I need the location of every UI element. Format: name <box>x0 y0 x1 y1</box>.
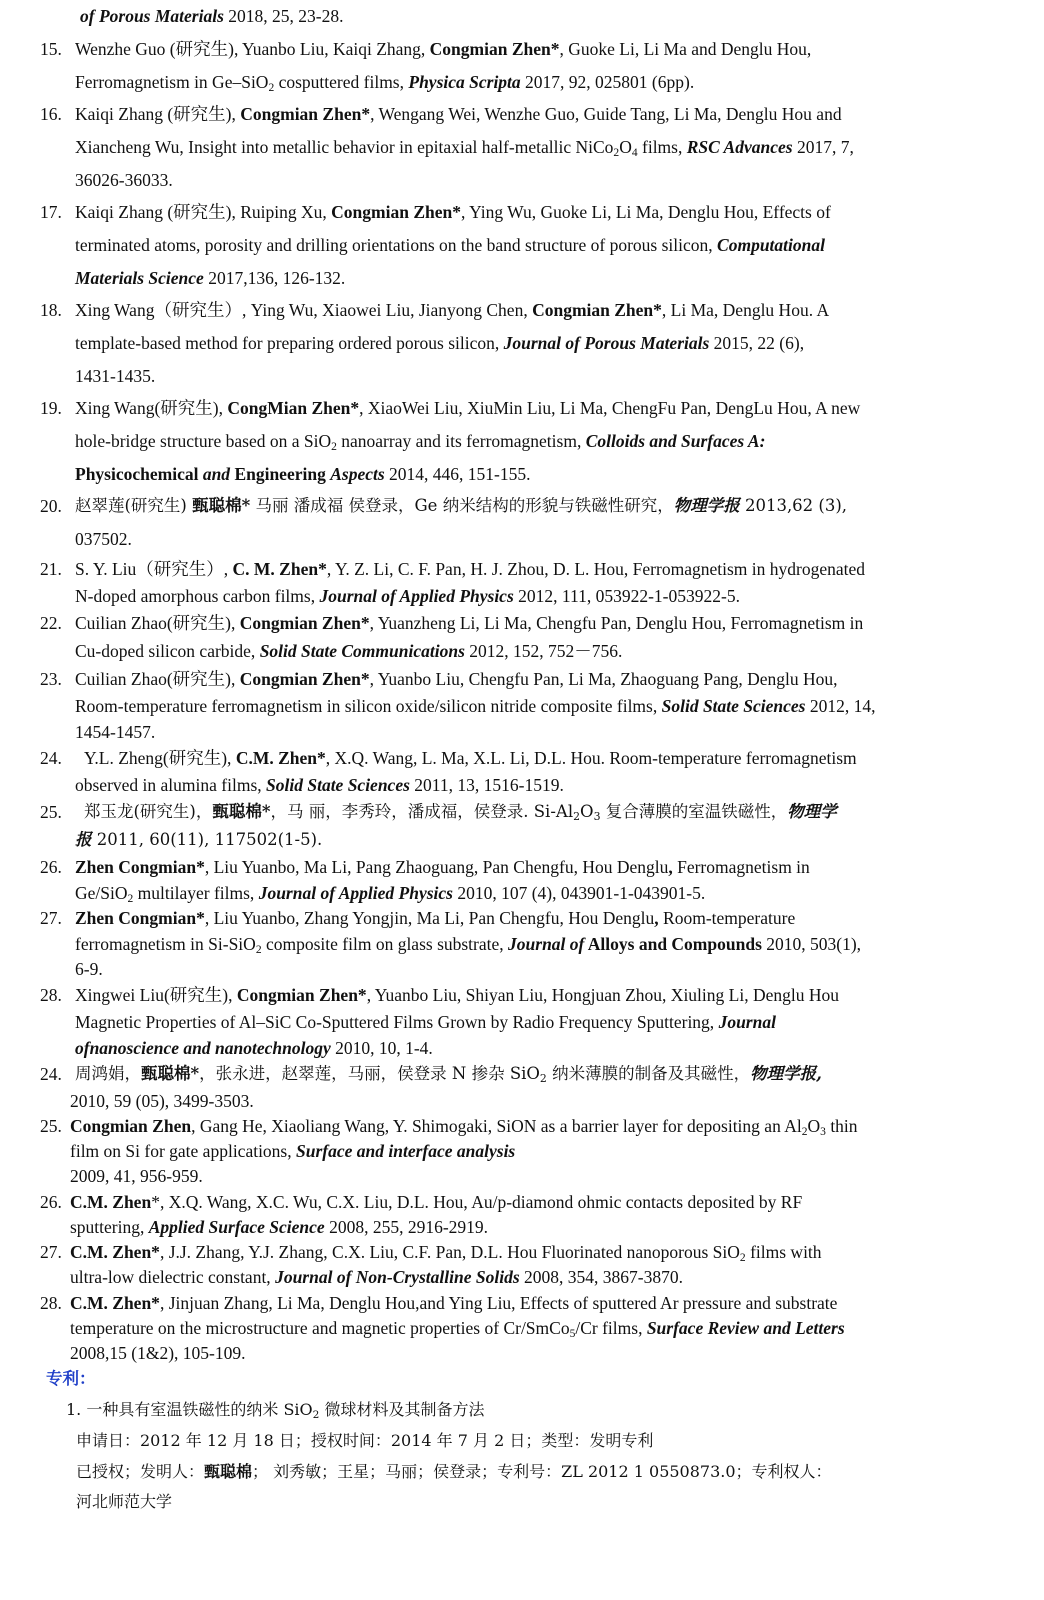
entry-line: 1454-1457. <box>75 722 156 742</box>
journal-name: Journal of Porous Materials <box>503 333 710 353</box>
entry-number: 26. <box>40 1192 62 1212</box>
journal-name: Journal of Applied Physics <box>258 883 453 903</box>
author-highlight: C.M. Zhen* <box>235 748 326 768</box>
entry-number: 18. <box>40 300 62 320</box>
author-highlight: C. M. Zhen* <box>232 559 327 579</box>
entry-line: Kaiqi Zhang (研究生), Ruiping Xu, Congmian Zhen*, Ying Wu, Guoke Li, Li Ma, Denglu Hou, Effects of <box>75 202 831 222</box>
journal-name: Journal <box>718 1012 776 1032</box>
entry-line: Magnetic Properties of Al–SiC Co-Sputtered Films Grown by Radio Frequency Sputtering, Journal <box>75 1012 776 1032</box>
entry-line: 周鸿娟，甄聪棉*，张永进，赵翠莲，马丽，侯登录 N 掺杂 SiO$_2$ 纳米薄膜的制备及其磁性，物理学报, <box>75 1064 822 1086</box>
patents-heading: 专利： <box>46 1369 96 1388</box>
author-highlight: Congmian Zhen* <box>429 39 560 59</box>
entry-number: 21. <box>40 559 62 579</box>
entry-line: temperature on the microstructure and magnetic properties of Cr/SmCo$_5$/Cr films, Surface Review and Letters <box>70 1318 845 1341</box>
journal-name: 物理学 <box>787 802 837 821</box>
journal-name: Journal of <box>508 934 585 954</box>
patent-owner: 河北师范大学 <box>76 1492 173 1511</box>
author-highlight: Zhen Congmian* <box>75 908 205 928</box>
entry-line: observed in alumina films, Solid State Sciences 2011, 13, 1516-1519. <box>75 775 564 795</box>
entry-line: N-doped amorphous carbon films, Journal of Applied Physics 2012, 111, 053922-1-053922-5. <box>75 586 740 606</box>
entry-line: Ge/SiO$_2$ multilayer films, Journal of Applied Physics 2010, 107 (4), 043901-1-043901-5. <box>75 883 706 906</box>
author-highlight: C.M. Zhen* <box>70 1242 160 1262</box>
entry-line: 36026-36033. <box>75 170 173 190</box>
author-highlight: Congmian Zhen* <box>532 300 662 320</box>
entry-line: hole-bridge structure based on a SiO$_2$ nanoarray and its ferromagnetism, Colloids and Surfaces A: <box>75 431 766 454</box>
author-highlight: Congmian Zhen <box>70 1116 192 1136</box>
entry-number: 27. <box>40 1242 62 1262</box>
entry-number: 28. <box>40 985 62 1005</box>
author-highlight: Congmian Zhen* <box>331 202 461 222</box>
entry-line: Kaiqi Zhang (研究生), Congmian Zhen*, Wengang Wei, Wenzhe Guo, Guide Tang, Li Ma, Denglu Hou and <box>75 104 842 124</box>
entry-number: 15. <box>40 39 62 59</box>
entry-line: Xingwei Liu(研究生), Congmian Zhen*, Yuanbo Liu, Shiyan Liu, Hongjuan Zhou, Xiuling Li, Denglu Hou <box>75 985 839 1005</box>
entry-number: 24. <box>40 1064 62 1084</box>
author-highlight: Zhen Congmian* <box>75 857 205 877</box>
author-highlight: 甄聪棉* <box>141 1064 200 1083</box>
entry-line: sputtering, Applied Surface Science 2008, 255, 2916-2919. <box>70 1217 489 1237</box>
entry-line: 2009, 41, 956-959. <box>70 1166 203 1186</box>
patent-dates: 申请日：2012 年 12 月 18 日；授权时间：2014 年 7 月 2 日；类型：发明专利 <box>76 1431 654 1450</box>
journal-name: Surface and interface analysis <box>296 1141 516 1161</box>
entry-line: Materials Science 2017,136, 126-132. <box>75 268 346 288</box>
entry-line: Zhen Congmian*, Liu Yuanbo, Ma Li, Pang Zhaoguang, Pan Chengfu, Hou Denglu, Ferromagnetism in <box>75 857 810 877</box>
entry-line: Xing Wang（研究生）, Ying Wu, Xiaowei Liu, Jianyong Chen, Congmian Zhen*, Li Ma, Denglu Hou. A <box>75 300 830 320</box>
entry-number: 24. <box>40 748 62 768</box>
entry-number: 26. <box>40 857 62 877</box>
entry-line: 2008,15 (1&2), 105-109. <box>70 1343 246 1363</box>
entry-line: film on Si for gate applications, Surface and interface analysis <box>70 1141 516 1161</box>
entry-line: 1431-1435. <box>75 366 156 386</box>
author-highlight: 甄聪棉* <box>192 496 251 515</box>
patent-details: 已授权；发明人：甄聪棉； 刘秀敏；王星；马丽；侯登录；专利号：ZL 2012 1 0550873.0；专利权人： <box>76 1462 832 1481</box>
journal-name: Solid State Sciences <box>266 775 410 795</box>
entry-line: Y.L. Zheng(研究生), C.M. Zhen*, X.Q. Wang, L. Ma, X.L. Li, D.L. Hou. Room-temperature ferromagnetism <box>84 748 857 768</box>
entry-line: 2010, 59 (05), 3499-3503. <box>70 1091 254 1111</box>
entry-line: 037502. <box>75 529 132 549</box>
journal-name: Journal of Non-Crystalline Solids <box>275 1267 520 1287</box>
author-highlight: C.M. Zhen <box>70 1192 152 1212</box>
journal-name: Solid State Communications <box>259 641 465 661</box>
entry-line: ferromagnetism in Si-SiO$_2$ composite film on glass substrate, Journal of Alloys and Compounds 2010, 503(1), <box>75 934 862 957</box>
entry-line: Physicochemical and Engineering Aspects 2014, 446, 151-155. <box>75 464 531 484</box>
journal-name: Computational <box>717 235 825 255</box>
entry-line: 6-9. <box>75 959 103 979</box>
entry-line: Cu-doped silicon carbide, Solid State Communications 2012, 152, 752－756. <box>75 641 623 661</box>
entry-number: 25. <box>40 1116 62 1136</box>
author-highlight: Congmian Zhen* <box>236 985 367 1005</box>
entry-number: 23. <box>40 669 62 689</box>
entry-line: ofnanoscience and nanotechnology 2010, 10, 1-4. <box>75 1038 433 1058</box>
entry-line: Cuilian Zhao(研究生), Congmian Zhen*, Yuanbo Liu, Chengfu Pan, Li Ma, Zhaoguang Pang, Denglu Hou, <box>75 669 838 689</box>
journal-name: RSC Advances <box>686 137 793 157</box>
entry-line: terminated atoms, porosity and drilling orientations on the band structure of porous silicon, Computational <box>75 235 825 255</box>
journal-name: Journal of Applied Physics <box>319 586 514 606</box>
entry-line: 报 2011, 60(11), 117502(1-5). <box>75 830 323 849</box>
journal-name: Physica Scripta <box>408 72 521 92</box>
journal-name: Surface Review and Letters <box>646 1318 845 1338</box>
author-highlight: Congmian Zhen* <box>240 104 371 124</box>
journal-name: 物理学报, <box>750 1064 822 1083</box>
entry-line: Cuilian Zhao(研究生), Congmian Zhen*, Yuanzheng Li, Li Ma, Chengfu Pan, Denglu Hou, Ferromagnetism in <box>75 613 864 633</box>
journal-name: Applied Surface Science <box>148 1217 325 1237</box>
author-highlight: Congmian Zhen* <box>239 669 370 689</box>
entry-number: 25. <box>40 802 62 822</box>
journal-name: 报 <box>75 830 92 849</box>
entry-line: Zhen Congmian*, Liu Yuanbo, Zhang Yongjin, Ma Li, Pan Chengfu, Hou Denglu, Room-temperature <box>75 908 796 928</box>
entry-number: 17. <box>40 202 62 222</box>
entry-line: C.M. Zhen*, X.Q. Wang, X.C. Wu, C.X. Liu, D.L. Hou, Au/p-diamond ohmic contacts deposited by RF <box>70 1192 803 1212</box>
journal-name: Solid State Sciences <box>661 696 806 716</box>
entry-number: 28. <box>40 1293 62 1313</box>
entry-14-continuation: of Porous Materials 2018, 25, 23-28. <box>80 6 344 26</box>
author-highlight: C.M. Zhen* <box>70 1293 160 1313</box>
entry-line: 郑玉龙(研究生)，甄聪棉*，马 丽，李秀玲，潘成福，侯登录. $Si-Al_2O_3$ 复合薄膜的室温铁磁性，物理学 <box>84 802 837 824</box>
author-highlight: Congmian Zhen* <box>239 613 370 633</box>
entry-line: Ferromagnetism in Ge–SiO$_2$ cosputtered films, Physica Scripta 2017, 92, 025801 (6pp). <box>75 72 695 95</box>
author-highlight: 甄聪棉* <box>212 802 271 821</box>
entry-line: C.M. Zhen*, J.J. Zhang, Y.J. Zhang, C.X. Liu, C.F. Pan, D.L. Hou Fluorinated nanoporous SiO$_2$ films with <box>70 1242 822 1265</box>
inventor-highlight: 甄聪棉 <box>204 1462 253 1481</box>
entry-line: S. Y. Liu（研究生）, C. M. Zhen*, Y. Z. Li, C. F. Pan, H. J. Zhou, D. L. Hou, Ferromagnetism in hydrogenated <box>75 559 865 579</box>
entry-line: template-based method for preparing ordered porous silicon, Journal of Porous Materials 2015, 22 (6), <box>75 333 805 353</box>
author-highlight: CongMian Zhen* <box>227 398 360 418</box>
entry-number: 20. <box>40 496 62 516</box>
entry-line: 赵翠莲(研究生) 甄聪棉* 马丽 潘成福 侯登录，Ge 纳米结构的形貌与铁磁性研究，物理学报 2013,62 (3), <box>75 496 848 515</box>
entry-number: 22. <box>40 613 62 633</box>
journal-name: Colloids and Surfaces A: <box>585 431 766 451</box>
entry-line: Wenzhe Guo (研究生), Yuanbo Liu, Kaiqi Zhang, Congmian Zhen*, Guoke Li, Li Ma and Denglu Hou, <box>75 39 812 59</box>
journal-name: ofnanoscience and nanotechnology <box>75 1038 331 1058</box>
entry-number: 27. <box>40 908 62 928</box>
entry-line: Xiancheng Wu, Insight into metallic behavior in epitaxial half-metallic $NiCo_2O_4$ films, RSC Advances 2017, 7, <box>75 137 854 160</box>
entry-line: Congmian Zhen, Gang He, Xiaoliang Wang, Y. Shimogaki, SiON as a barrier layer for depositing an $Al_2O_3$ thin <box>70 1116 858 1139</box>
entry-line: Room-temperature ferromagnetism in silicon oxide/silicon nitride composite films, Solid State Sciences 2012, 14, <box>75 696 876 716</box>
entry-number: 16. <box>40 104 62 124</box>
entry-line: ultra-low dielectric constant, Journal of Non-Crystalline Solids 2008, 354, 3867-3870. <box>70 1267 683 1287</box>
journal-name: 物理学报 <box>673 496 740 515</box>
patent-title: 1. 一种具有室温铁磁性的纳米 SiO$_2$ 微球材料及其制备方法 <box>66 1400 485 1421</box>
journal-name: Materials Science <box>75 268 204 288</box>
entry-line: Xing Wang(研究生), CongMian Zhen*, XiaoWei Liu, XiuMin Liu, Li Ma, ChengFu Pan, DengLu Hou, A new <box>75 398 861 418</box>
entry-line: C.M. Zhen*, Jinjuan Zhang, Li Ma, Denglu Hou,and Ying Liu, Effects of sputtered Ar pressure and substrate <box>70 1293 838 1313</box>
entry-number: 19. <box>40 398 62 418</box>
